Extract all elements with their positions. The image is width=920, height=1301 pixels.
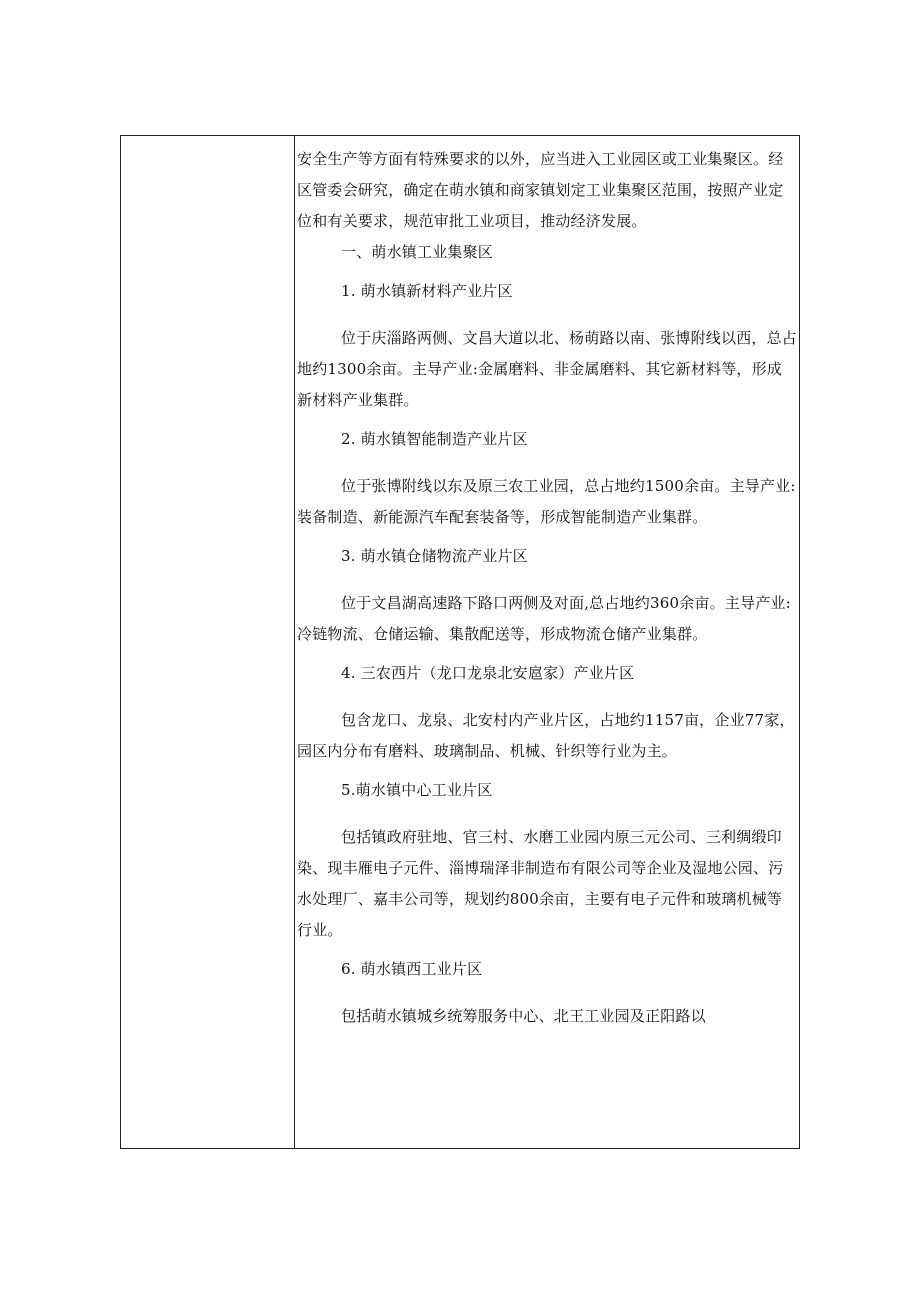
zone-2-heading: 2. 萌水镇智能制造产业片区 (341, 430, 528, 448)
zone-1-body: 位于庆淄路两侧、文昌大道以北、杨萌路以南、张博附线以西，总占地约1300余亩。主导产业:金属磨料、非金属磨料、其它新材料等，形成新材料产业集群。 (297, 329, 798, 409)
zone-6-body: 包括萌水镇城乡统筹服务中心、北王工业园及正阳路以 (341, 1007, 706, 1025)
zone-3-body: 位于文昌湖高速路下路口两侧及对面,总占地约360余亩。主导产业:冷链物流、仓储运输、集散配送等，形成物流仓储产业集群。 (297, 594, 791, 643)
zone-1-heading: 1. 萌水镇新材料产业片区 (341, 282, 513, 300)
zone-2-body: 位于张博附线以东及原三农工业园，总占地约1500余亩。主导产业:装备制造、新能源汽车配套装备等，形成智能制造产业集群。 (297, 477, 796, 526)
zone-5-body: 包括镇政府驻地、官三村、水磨工业园内原三元公司、三利绸缎印染、现丰雁电子元件、淄博瑞泽非制造布有限公司等企业及湿地公园、污水处理厂、嘉丰公司等，规划约800余亩，主要有电子元件和玻璃机械等行业。 (297, 828, 784, 939)
zone-3-heading: 3. 萌水镇仓储物流产业片区 (341, 547, 528, 565)
section-title: 一、萌水镇工业集聚区 (341, 243, 494, 261)
column-divider (294, 136, 295, 1148)
zone-4-body: 包含龙口、龙泉、北安村内产业片区，占地约1157亩，企业77家，园区内分布有磨料、玻璃制品、机械、针织等行业为主。 (297, 711, 795, 760)
document-table (120, 135, 800, 1149)
table-content-cell (297, 144, 797, 1032)
intro-paragraph: 安全生产等方面有特殊要求的以外，应当进入工业园区或工业集聚区。经区管委会研究，确定在萌水镇和商家镇划定工业集聚区范围，按照产业定位和有关要求，规范审批工业项目，推动经济发展。 (297, 150, 784, 230)
zone-5-heading: 5.萌水镇中心工业片区 (341, 781, 493, 799)
zone-4-heading: 4. 三农西片（龙口龙泉北安扈家）产业片区 (341, 664, 635, 682)
zone-6-heading: 6. 萌水镇西工业片区 (341, 960, 483, 978)
